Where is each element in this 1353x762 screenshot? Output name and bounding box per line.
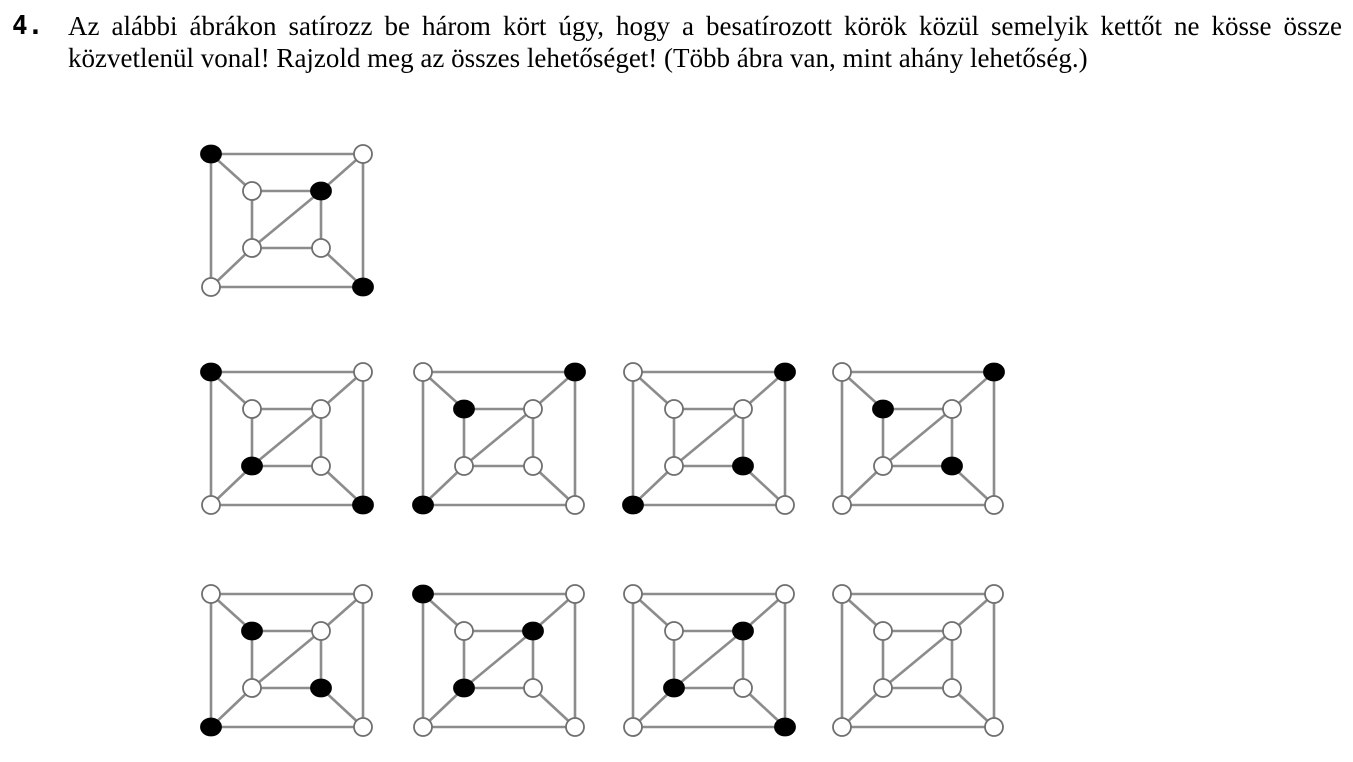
shaded-circle[interactable] bbox=[201, 719, 221, 736]
shaded-circle[interactable] bbox=[413, 586, 433, 603]
empty-circle[interactable] bbox=[524, 457, 542, 475]
empty-circle[interactable] bbox=[665, 622, 683, 640]
empty-circle[interactable] bbox=[665, 457, 683, 475]
shaded-circle[interactable] bbox=[942, 458, 962, 475]
graph-edge bbox=[883, 409, 952, 466]
empty-circle[interactable] bbox=[312, 400, 330, 418]
shaded-circle[interactable] bbox=[311, 680, 331, 697]
empty-circle[interactable] bbox=[566, 718, 584, 736]
shaded-circle[interactable] bbox=[311, 183, 331, 200]
shaded-circle[interactable] bbox=[664, 680, 684, 697]
shaded-circle[interactable] bbox=[984, 364, 1004, 381]
shaded-circle[interactable] bbox=[775, 719, 795, 736]
empty-circle[interactable] bbox=[414, 363, 432, 381]
empty-circle[interactable] bbox=[455, 457, 473, 475]
graph-edge bbox=[252, 631, 321, 688]
shaded-circle[interactable] bbox=[454, 680, 474, 697]
shaded-circle[interactable] bbox=[775, 364, 795, 381]
empty-circle[interactable] bbox=[566, 496, 584, 514]
graph-figure bbox=[413, 363, 585, 514]
empty-circle[interactable] bbox=[734, 679, 752, 697]
problem-text: Az alábbi ábrákon satírozz be három kört úgy, hogy a besatírozott körök közül semelyik kettőt ne kösse össze közvetlenül vonal! Rajzold meg az összes lehetőséget! (Több ábra van, mint ahány lehetőség.) bbox=[68, 11, 1342, 73]
graph-edge bbox=[252, 409, 321, 466]
graph-figure bbox=[833, 363, 1004, 514]
shaded-circle[interactable] bbox=[353, 497, 373, 514]
empty-circle[interactable] bbox=[243, 400, 261, 418]
empty-circle[interactable] bbox=[624, 718, 642, 736]
shaded-circle[interactable] bbox=[733, 623, 753, 640]
empty-circle[interactable] bbox=[243, 239, 261, 257]
empty-circle[interactable] bbox=[874, 679, 892, 697]
shaded-circle[interactable] bbox=[242, 623, 262, 640]
problem-number: 4. bbox=[12, 11, 44, 41]
graph-figure bbox=[624, 585, 795, 736]
empty-circle[interactable] bbox=[202, 278, 220, 296]
empty-circle[interactable] bbox=[414, 718, 432, 736]
graph-figure bbox=[201, 363, 373, 514]
graph-edge bbox=[252, 191, 321, 248]
empty-circle[interactable] bbox=[734, 400, 752, 418]
empty-circle[interactable] bbox=[354, 585, 372, 603]
empty-circle[interactable] bbox=[624, 585, 642, 603]
empty-circle[interactable] bbox=[985, 718, 1003, 736]
graph-figure bbox=[201, 145, 373, 296]
graph-edge bbox=[464, 631, 533, 688]
shaded-circle[interactable] bbox=[873, 401, 893, 418]
empty-circle[interactable] bbox=[985, 496, 1003, 514]
shaded-circle[interactable] bbox=[565, 364, 585, 381]
shaded-circle[interactable] bbox=[201, 364, 221, 381]
empty-circle[interactable] bbox=[312, 622, 330, 640]
empty-circle[interactable] bbox=[243, 679, 261, 697]
empty-circle[interactable] bbox=[833, 496, 851, 514]
empty-circle[interactable] bbox=[874, 622, 892, 640]
empty-circle[interactable] bbox=[833, 363, 851, 381]
graph-edge bbox=[883, 631, 952, 688]
empty-circle[interactable] bbox=[943, 622, 961, 640]
empty-circle[interactable] bbox=[776, 585, 794, 603]
graph-figure bbox=[413, 585, 584, 736]
empty-circle[interactable] bbox=[354, 363, 372, 381]
empty-circle[interactable] bbox=[943, 679, 961, 697]
empty-circle[interactable] bbox=[566, 585, 584, 603]
empty-circle[interactable] bbox=[312, 457, 330, 475]
empty-circle[interactable] bbox=[624, 363, 642, 381]
empty-circle[interactable] bbox=[524, 400, 542, 418]
shaded-circle[interactable] bbox=[413, 497, 433, 514]
graph-figure bbox=[623, 363, 795, 514]
shaded-circle[interactable] bbox=[733, 458, 753, 475]
empty-circle[interactable] bbox=[202, 585, 220, 603]
empty-circle[interactable] bbox=[776, 496, 794, 514]
empty-circle[interactable] bbox=[202, 496, 220, 514]
shaded-circle[interactable] bbox=[242, 458, 262, 475]
graph-edge bbox=[674, 631, 743, 688]
empty-circle[interactable] bbox=[833, 718, 851, 736]
graph-edge bbox=[674, 409, 743, 466]
empty-circle[interactable] bbox=[524, 679, 542, 697]
empty-circle[interactable] bbox=[455, 622, 473, 640]
shaded-circle[interactable] bbox=[623, 497, 643, 514]
empty-circle[interactable] bbox=[312, 239, 330, 257]
empty-circle[interactable] bbox=[354, 718, 372, 736]
empty-circle[interactable] bbox=[833, 585, 851, 603]
graph-figure bbox=[833, 585, 1003, 736]
shaded-circle[interactable] bbox=[201, 146, 221, 163]
graph-edge bbox=[464, 409, 533, 466]
empty-circle[interactable] bbox=[985, 585, 1003, 603]
graph-figure bbox=[201, 585, 372, 736]
empty-circle[interactable] bbox=[243, 182, 261, 200]
empty-circle[interactable] bbox=[665, 400, 683, 418]
shaded-circle[interactable] bbox=[454, 401, 474, 418]
empty-circle[interactable] bbox=[354, 145, 372, 163]
empty-circle[interactable] bbox=[874, 457, 892, 475]
shaded-circle[interactable] bbox=[523, 623, 543, 640]
shaded-circle[interactable] bbox=[353, 279, 373, 296]
empty-circle[interactable] bbox=[943, 400, 961, 418]
